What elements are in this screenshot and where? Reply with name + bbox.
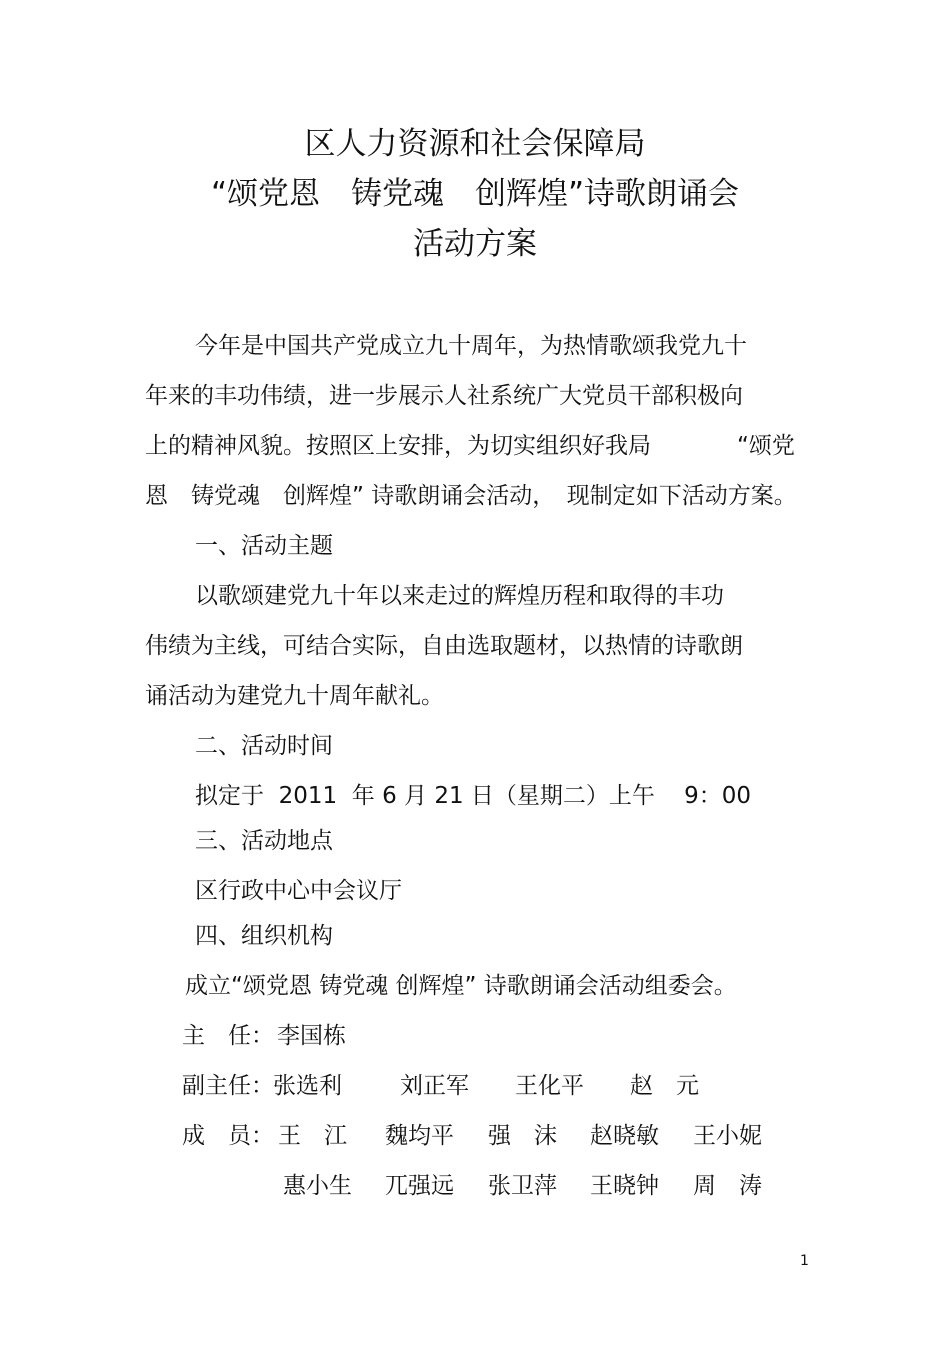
intro-line-3-end: “颂党 — [737, 433, 795, 459]
document-title-line1: 区人力资源和社会保障局 — [304, 126, 646, 162]
deputy-label: 副主任： — [182, 1073, 274, 1099]
member-name: 周 涛 — [693, 1173, 762, 1199]
member-name: 张卫萍 — [488, 1173, 557, 1199]
section4-text: 成立“颂党恩 铸党魂 创辉煌” 诗歌朗诵会活动组委会。 — [185, 973, 737, 999]
section2-text: 拟定于 2011 年 6 月 21 日（星期二）上午 9：00 — [195, 783, 752, 809]
document-title-line2: “颂党恩 铸党魂 创辉煌”诗歌朗诵会 — [210, 176, 740, 212]
intro-line-1: 今年是中国共产党成立九十周年，为热情歌颂我党九十 — [195, 333, 747, 359]
member-name: 王 江 — [278, 1123, 347, 1149]
member-name: 王小妮 — [693, 1123, 762, 1149]
section1-line-1: 以歌颂建党九十年以来走过的辉煌历程和取得的丰功 — [195, 583, 724, 609]
section2-heading: 二、活动时间 — [195, 733, 333, 759]
page-number: 1 — [800, 1253, 809, 1269]
section1-line-2: 伟绩为主线，可结合实际，自由选取题材，以热情的诗歌朗 — [145, 633, 743, 659]
deputy-name: 张选利 — [273, 1073, 342, 1099]
section3-text: 区行政中心中会议厅 — [195, 878, 402, 904]
document-title-line3: 活动方案 — [413, 226, 537, 262]
member-name: 兀强远 — [385, 1173, 454, 1199]
member-name: 赵晓敏 — [590, 1123, 659, 1149]
director-name: 李国栋 — [277, 1023, 346, 1049]
intro-line-4: 恩 铸党魂 创辉煌” 诗歌朗诵会活动， 现制定如下活动方案。 — [145, 483, 797, 509]
member-name: 强 沫 — [488, 1123, 557, 1149]
section1-line-3: 诵活动为建党九十周年献礼。 — [145, 683, 444, 709]
intro-line-3: 上的精神风貌。按照区上安排，为切实组织好我局 — [145, 433, 651, 459]
deputy-name: 刘正军 — [400, 1073, 469, 1099]
deputy-name: 王化平 — [515, 1073, 584, 1099]
intro-line-2: 年来的丰功伟绩，进一步展示人社系统广大党员干部积极向 — [145, 383, 743, 409]
member-name: 魏均平 — [385, 1123, 454, 1149]
member-name: 王晓钟 — [590, 1173, 659, 1199]
director-label: 主 任： — [182, 1023, 274, 1049]
member-name: 惠小生 — [283, 1173, 352, 1199]
deputy-name: 赵 元 — [630, 1073, 699, 1099]
section3-heading: 三、活动地点 — [195, 828, 333, 854]
members-label: 成 员： — [182, 1123, 274, 1149]
section4-heading: 四、组织机构 — [195, 923, 333, 949]
section1-heading: 一、活动主题 — [195, 533, 333, 559]
